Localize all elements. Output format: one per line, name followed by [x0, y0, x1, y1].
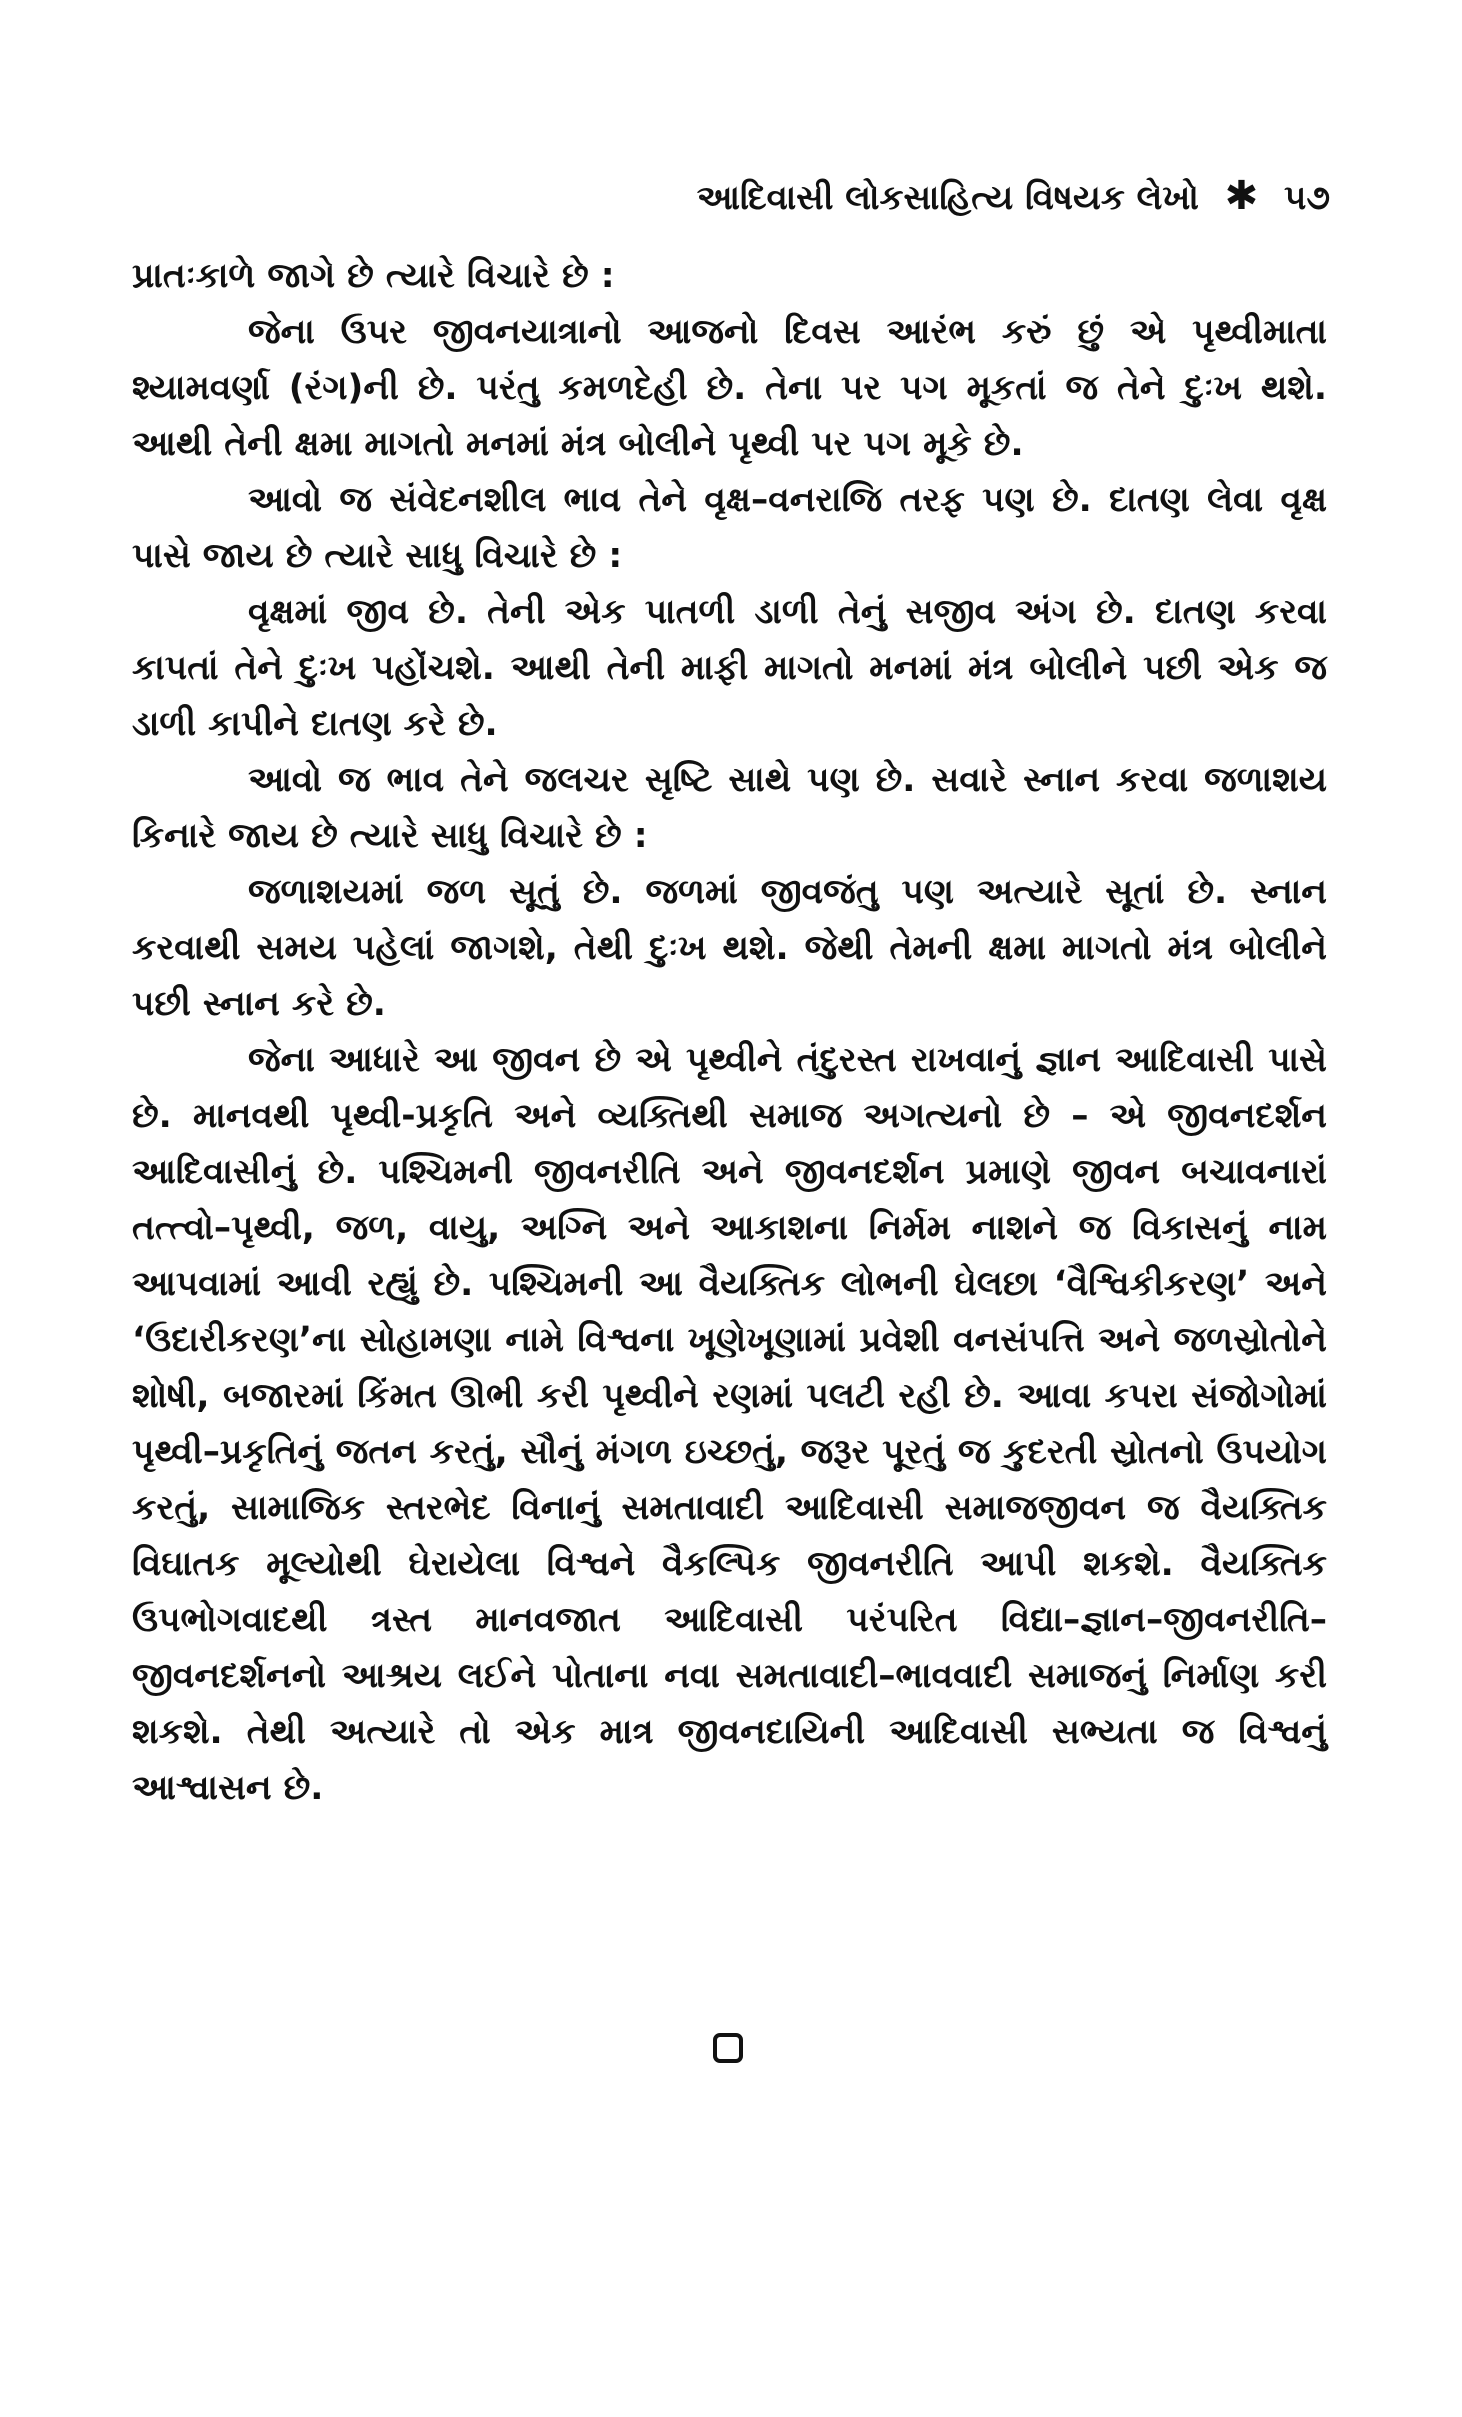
paragraph: જળાશયમાં જળ સૂતું છે. જળમાં જીવજંતુ પણ અત્યારે સૂતાં છે. સ્નાન કરવાથી સમય પહેલાં જાગશે, તેથી દુઃખ થશે. જેથી તેમની ક્ષમા માગતો મંત્ર બોલીને પછી સ્નાન કરે છે. [132, 872, 1327, 1024]
paragraph: વૃક્ષમાં જીવ છે. તેની એક પાતળી ડાળી તેનું સજીવ અંગ છે. દાતણ કરવા કાપતાં તેને દુઃખ પહોંચશે. આથી તેની માફી માગતો મનમાં મંત્ર બોલીને પછી એક જ ડાળી કાપીને દાતણ કરે છે. [132, 592, 1327, 744]
running-title: આદિવાસી લોકસાહિત્ય વિષયક લેખો [696, 178, 1199, 218]
paragraph: જેના આધારે આ જીવન છે એ પૃથ્વીને તંદુરસ્ત રાખવાનું જ્ઞાન આદિવાસી પાસે છે. માનવથી પૃથ્વી-પ્રકૃતિ અને વ્યક્તિથી સમાજ અગત્યનો છે – એ જીવનદર્શન આદિવાસીનું છે. પશ્ચિમની જીવનરીતિ અને જીવનદર્શન પ્રમાણે જીવન બચાવનારાં તત્ત્વો–પૃથ્વી, જળ, વાયુ, અગ્નિ અને આકાશના નિર્મમ નાશને જ વિકાસનું નામ આપવામાં આવી રહ્યું છે. પશ્ચિમની આ વૈયક્તિક લોભની ઘેલછા ‘વૈશ્વિકીકરણ’ અને ‘ઉદારીકરણ’ના સોહામણા નામે વિશ્વના ખૂણેખૂણામાં પ્રવેશી વનસંપત્તિ અને જળસ્રોતોને શોષી, બજારમાં કિંમત ઊભી કરી પૃથ્વીને રણમાં પલટી રહી છે. આવા કપરા સંજોગોમાં પૃથ્વી–પ્રકૃતિનું જતન કરતું, સૌનું મંગળ ઇચ્છતું, જરૂર પૂરતું જ કુદરતી સ્રોતનો ઉપયોગ કરતું, સામાજિક સ્તરભેદ વિનાનું સમતાવાદી આદિવાસી સમાજજીવન જ વૈયક્તિક વિઘાતક મૂલ્યોથી ઘેરાયેલા વિશ્વને વૈકલ્પિક જીવનરીતિ આપી શકશે. વૈયક્તિક ઉપભોગવાદથી ત્રસ્ત માનવજાત આદિવાસી પરંપરિત વિદ્યા–જ્ઞાન–જીવનરીતિ–જીવનદર્શનનો આશ્રય લઈને પોતાના નવા સમતાવાદી–ભાવવાદી સમાજનું નિર્માણ કરી શકશે. તેથી અત્યારે તો એક માત્ર જીવનદાયિની આદિવાસી સભ્યતા જ વિશ્વનું આશ્વાસન છે. [132, 1040, 1327, 1808]
end-of-chapter-square-icon [713, 2033, 743, 2063]
paragraph: પ્રાતઃકાળે જાગે છે ત્યારે વિચારે છે : [132, 256, 615, 296]
paragraph: આવો જ ભાવ તેને જલચર સૃષ્ટિ સાથે પણ છે. સવારે સ્નાન કરવા જળાશય કિનારે જાય છે ત્યારે સાધુ વિચારે છે : [132, 760, 1327, 856]
paragraph: જેના ઉપર જીવનયાત્રાનો આજનો દિવસ આરંભ કરું છું એ પૃથ્વીમાતા શ્યામવર્ણા (રંગ)ની છે. પરંતુ કમળદેહી છે. તેના પર પગ મૂકતાં જ તેને દુઃખ થશે. આથી તેની ક્ષમા માગતો મનમાં મંત્ર બોલીને પૃથ્વી પર પગ મૂકે છે. [132, 312, 1327, 464]
body-text [132, 248, 1327, 1816]
paragraph: આવો જ સંવેદનશીલ ભાવ તેને વૃક્ષ–વનરાજિ તરફ પણ છે. દાતણ લેવા વૃક્ષ પાસે જાય છે ત્યારે સાધુ વિચારે છે : [132, 480, 1327, 576]
page-number: ૫૭ [1284, 178, 1330, 218]
running-header [600, 172, 1330, 220]
asterisk-separator-icon: ✱ [1224, 173, 1259, 219]
